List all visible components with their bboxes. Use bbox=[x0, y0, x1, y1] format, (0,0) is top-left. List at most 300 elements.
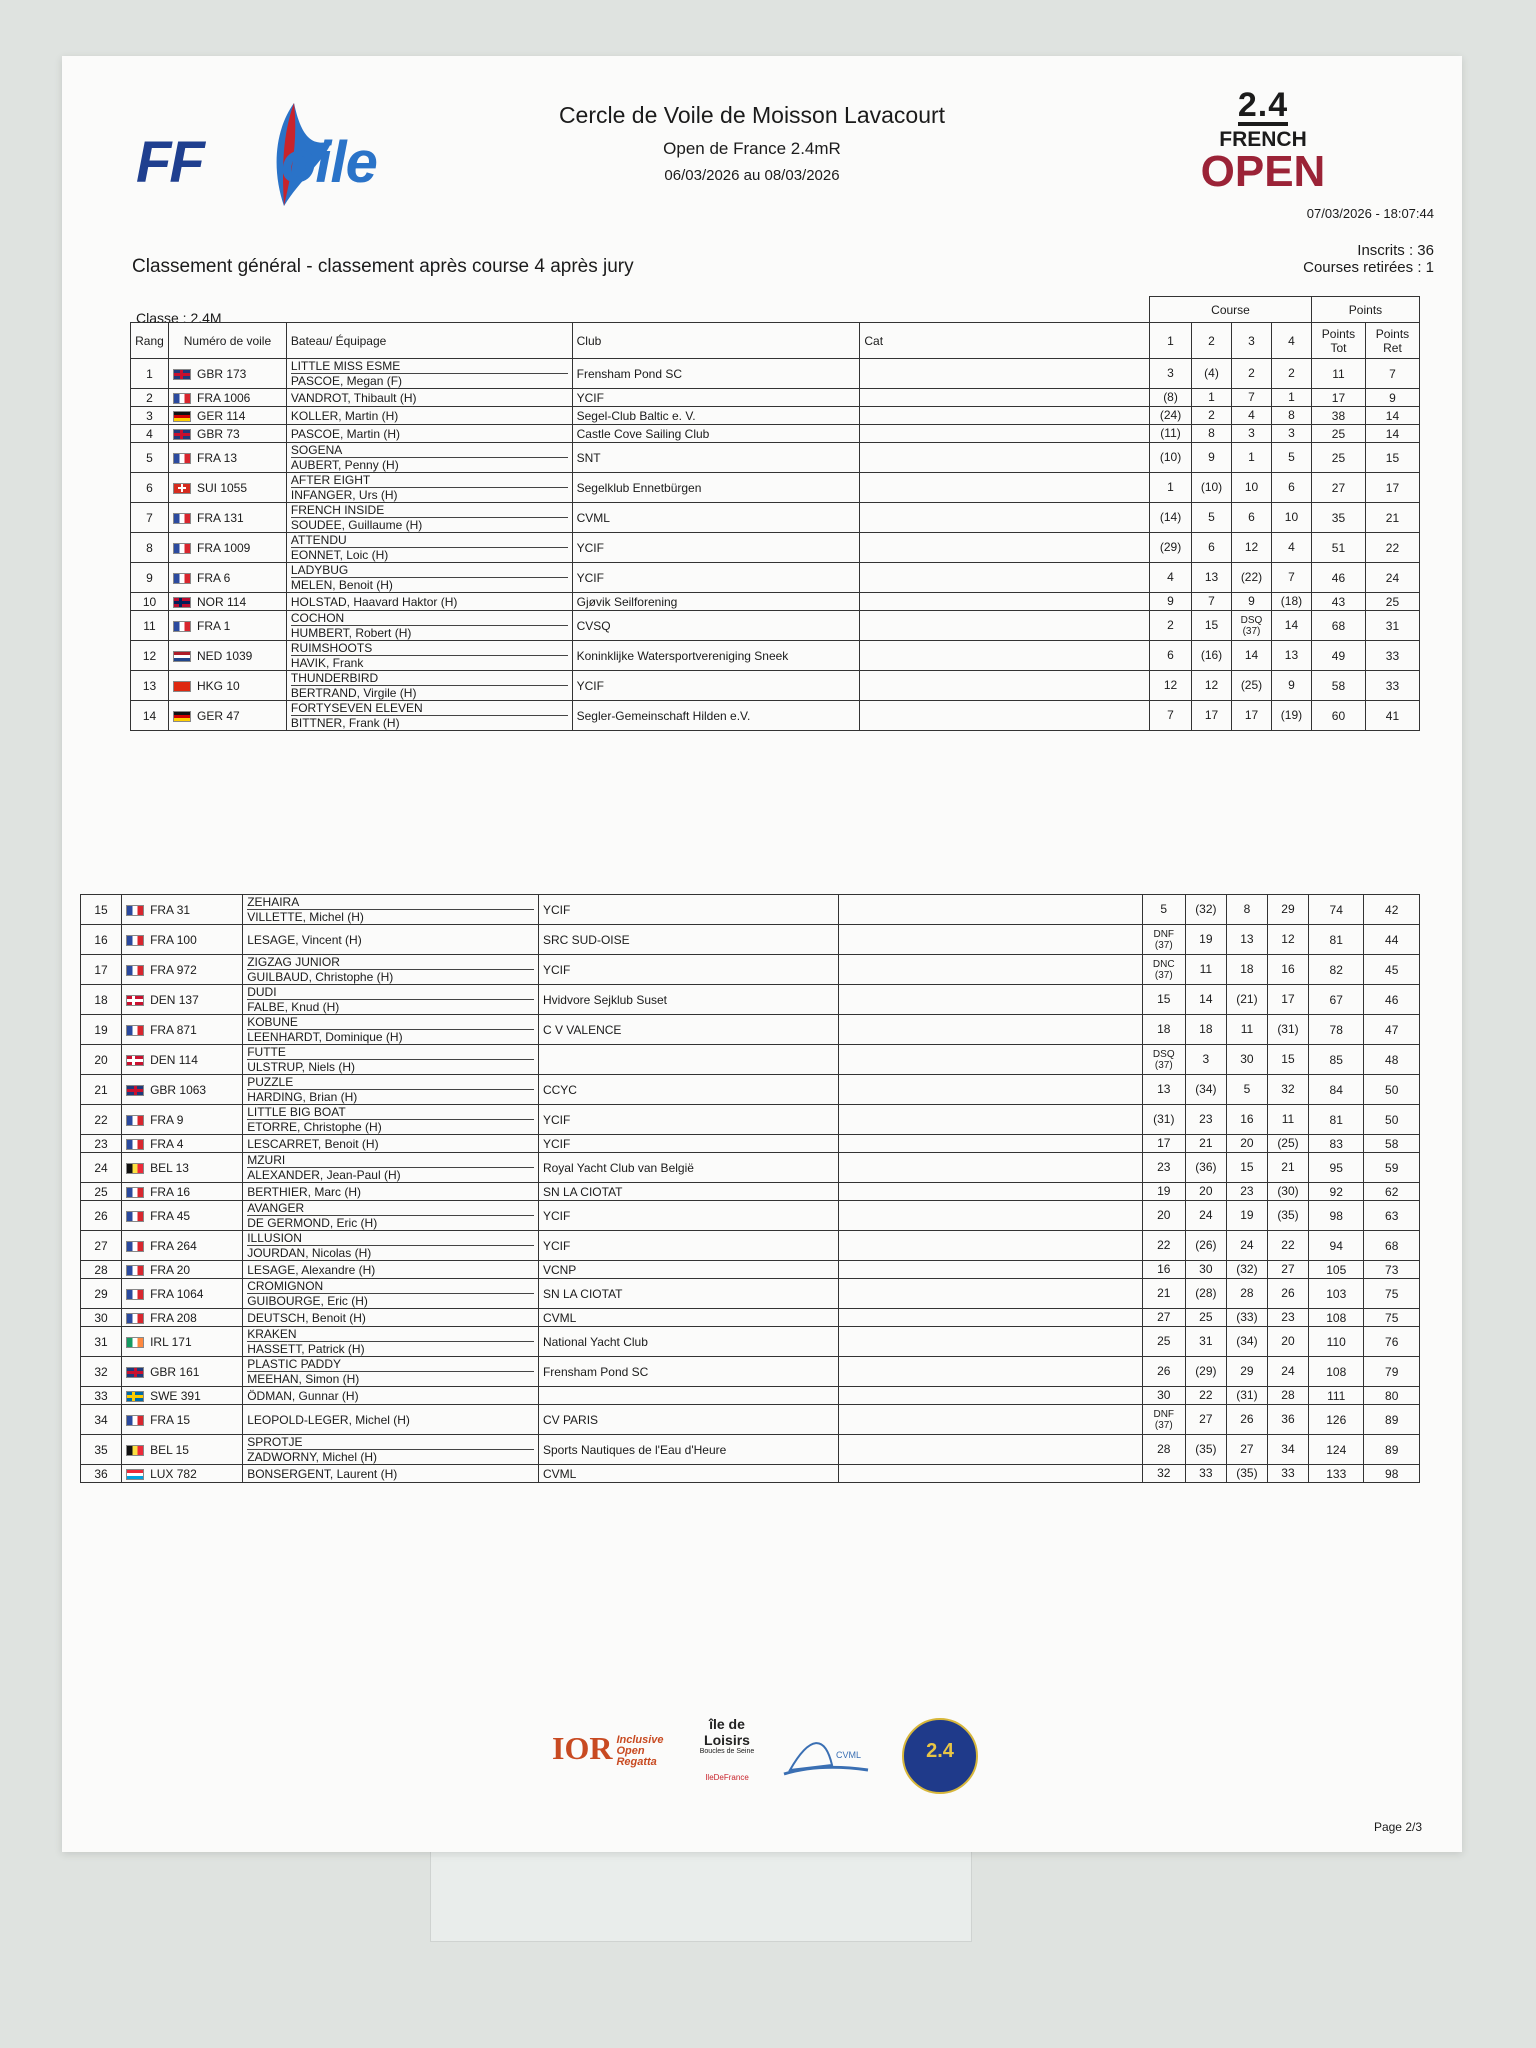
boat-name: LITTLE BIG BOAT bbox=[247, 1105, 534, 1120]
race-2-score: 9 bbox=[1192, 443, 1232, 473]
boat-name: KOBUNE bbox=[247, 1015, 534, 1030]
rank-cell: 13 bbox=[131, 671, 169, 701]
crew-name: SOUDEE, Guillaume (H) bbox=[290, 518, 423, 532]
flag-icon bbox=[126, 1085, 144, 1096]
cat-cell bbox=[860, 671, 1150, 701]
sail-number-cell bbox=[122, 1435, 243, 1465]
table-row bbox=[131, 593, 1420, 611]
cat-cell bbox=[860, 701, 1150, 731]
rank-cell: 8 bbox=[131, 533, 169, 563]
crew-name: FALBE, Knud (H) bbox=[247, 1000, 340, 1014]
table-row bbox=[81, 1201, 1420, 1231]
inscrits-count: Inscrits : 36 bbox=[1357, 242, 1434, 259]
race-2-score: 20 bbox=[1185, 1183, 1226, 1201]
race-4-score: 29 bbox=[1267, 895, 1308, 925]
race-2-score: 15 bbox=[1192, 611, 1232, 641]
flag-icon bbox=[173, 711, 191, 722]
table-row bbox=[81, 1153, 1420, 1183]
boat-crew-cell bbox=[286, 359, 572, 389]
race-1-score: 12 bbox=[1150, 671, 1192, 701]
sail-number: BEL 13 bbox=[150, 1160, 189, 1175]
sail-number-cell bbox=[122, 1405, 243, 1435]
race-4-score: 27 bbox=[1267, 1261, 1308, 1279]
race-2-score: (10) bbox=[1192, 473, 1232, 503]
crew-name: ULSTRUP, Niels (H) bbox=[247, 1060, 356, 1074]
crew-name: VANDROT, Thibault (H) bbox=[290, 390, 417, 405]
points-net-cell: 33 bbox=[1365, 641, 1419, 671]
race-1-score: (14) bbox=[1150, 503, 1192, 533]
cat-cell bbox=[860, 533, 1150, 563]
points-total-cell: 35 bbox=[1311, 503, 1365, 533]
sail-number-cell bbox=[122, 895, 243, 925]
results-sheet bbox=[62, 56, 1462, 1852]
boat-name: ILLUSION bbox=[247, 1231, 534, 1246]
flag-icon bbox=[173, 543, 191, 554]
sail-number-cell bbox=[122, 1357, 243, 1387]
flag-icon bbox=[126, 1025, 144, 1036]
sail-number-cell bbox=[122, 1309, 243, 1327]
rank-cell: 10 bbox=[131, 593, 169, 611]
race-3-score: 15 bbox=[1226, 1153, 1267, 1183]
points-net-cell: 89 bbox=[1364, 1435, 1420, 1465]
club-cell: SRC SUD-OISE bbox=[538, 925, 838, 955]
flag-icon bbox=[126, 1163, 144, 1174]
cat-cell bbox=[838, 1435, 1142, 1465]
crew-name: PASCOE, Martin (H) bbox=[290, 426, 401, 441]
boat-name: AFTER EIGHT bbox=[291, 473, 568, 488]
crew-name: LESCARRET, Benoit (H) bbox=[247, 1136, 379, 1151]
event-name: Open de France 2.4mR bbox=[663, 139, 841, 158]
race-3-score: 14 bbox=[1232, 641, 1272, 671]
flag-icon bbox=[126, 965, 144, 976]
race-3-score: 2 bbox=[1232, 359, 1272, 389]
sail-number: FRA 1064 bbox=[150, 1286, 204, 1301]
race-1-score: 1 bbox=[1150, 473, 1192, 503]
boat-name: LADYBUG bbox=[291, 563, 568, 578]
boat-name: KRAKEN bbox=[247, 1327, 534, 1342]
cvml-logo bbox=[780, 1730, 870, 1780]
sail-number: FRA 31 bbox=[150, 902, 191, 917]
flag-icon bbox=[126, 1241, 144, 1252]
cat-cell bbox=[838, 1309, 1142, 1327]
race-2-score: (32) bbox=[1185, 895, 1226, 925]
rank-cell: 17 bbox=[81, 955, 122, 985]
rank-cell: 31 bbox=[81, 1327, 122, 1357]
boat-name: THUNDERBIRD bbox=[291, 671, 568, 686]
club-cell: SNT bbox=[572, 443, 860, 473]
sail-number: SUI 1055 bbox=[196, 480, 248, 495]
race-4-score: 10 bbox=[1271, 503, 1311, 533]
table-row bbox=[131, 443, 1420, 473]
points-total-cell: 110 bbox=[1309, 1327, 1364, 1357]
race-3-score: 28 bbox=[1226, 1279, 1267, 1309]
race-1-score: 20 bbox=[1142, 1201, 1185, 1231]
club-cell: YCIF bbox=[538, 955, 838, 985]
table-row bbox=[131, 473, 1420, 503]
race-4-score: 36 bbox=[1267, 1405, 1308, 1435]
points-total-cell: 17 bbox=[1311, 389, 1365, 407]
cat-cell bbox=[860, 563, 1150, 593]
flag-icon bbox=[173, 651, 191, 662]
race-1-score: 19 bbox=[1142, 1183, 1185, 1201]
boat-crew-cell bbox=[243, 1183, 539, 1201]
boat-crew-cell bbox=[286, 533, 572, 563]
table-row bbox=[131, 563, 1420, 593]
points-net-cell: 75 bbox=[1364, 1279, 1420, 1309]
race-3-score: 20 bbox=[1226, 1135, 1267, 1153]
sail-number-cell bbox=[168, 701, 286, 731]
crew-name: HOLSTAD, Haavard Haktor (H) bbox=[290, 594, 458, 609]
boat-name: RUIMSHOOTS bbox=[291, 641, 568, 656]
crew-name: BERTHIER, Marc (H) bbox=[247, 1184, 362, 1199]
sail-number: FRA 13 bbox=[196, 450, 238, 465]
crew-name: DEUTSCH, Benoit (H) bbox=[247, 1310, 366, 1325]
crew-name: HASSETT, Patrick (H) bbox=[247, 1342, 365, 1356]
boat-crew-cell bbox=[243, 1135, 539, 1153]
boat-crew-cell bbox=[286, 563, 572, 593]
sail-number-cell bbox=[168, 473, 286, 503]
race-1-score: 27 bbox=[1142, 1309, 1185, 1327]
sail-number: FRA 6 bbox=[196, 570, 231, 585]
cvml-text: CVML bbox=[836, 1750, 862, 1760]
flag-icon bbox=[126, 935, 144, 946]
points-total-cell: 49 bbox=[1311, 641, 1365, 671]
rank-cell: 4 bbox=[131, 425, 169, 443]
flag-icon bbox=[126, 1265, 144, 1276]
boat-crew-cell bbox=[286, 593, 572, 611]
points-total-cell: 27 bbox=[1311, 473, 1365, 503]
points-net-cell: 14 bbox=[1365, 425, 1419, 443]
rank-cell: 7 bbox=[131, 503, 169, 533]
race-4-score: 11 bbox=[1267, 1105, 1308, 1135]
french-open-logo-number: 2.4 bbox=[1237, 86, 1289, 124]
rank-cell: 23 bbox=[81, 1135, 122, 1153]
points-total-cell: 25 bbox=[1311, 425, 1365, 443]
rank-cell: 9 bbox=[131, 563, 169, 593]
sail-number-cell bbox=[122, 955, 243, 985]
points-total-cell: 11 bbox=[1311, 359, 1365, 389]
sail-number-cell bbox=[168, 443, 286, 473]
race-3-score: 27 bbox=[1226, 1435, 1267, 1465]
sail-number-cell bbox=[168, 563, 286, 593]
club-cell: YCIF bbox=[572, 389, 860, 407]
points-total-cell: 51 bbox=[1311, 533, 1365, 563]
race-4-score: 28 bbox=[1267, 1387, 1308, 1405]
cat-cell bbox=[838, 1135, 1142, 1153]
points-net-cell: 31 bbox=[1365, 611, 1419, 641]
crew-name: LESAGE, Alexandre (H) bbox=[247, 1262, 376, 1277]
rank-cell: 15 bbox=[81, 895, 122, 925]
points-total-cell: 78 bbox=[1309, 1015, 1364, 1045]
rank-cell: 18 bbox=[81, 985, 122, 1015]
crew-name: PASCOE, Megan (F) bbox=[290, 374, 403, 388]
results-table-continued bbox=[80, 894, 1420, 1483]
cat-cell bbox=[838, 1075, 1142, 1105]
cat-cell bbox=[860, 443, 1150, 473]
cat-cell bbox=[838, 1231, 1142, 1261]
race-1-score: (24) bbox=[1150, 407, 1192, 425]
ile-de-loisirs-text: île de Loisirs bbox=[704, 1716, 750, 1748]
race-2-score: 23 bbox=[1185, 1105, 1226, 1135]
cat-cell bbox=[838, 1405, 1142, 1435]
rank-cell: 1 bbox=[131, 359, 169, 389]
tape-strip-bottom bbox=[430, 1850, 972, 1942]
col-points-tot: Points Tot bbox=[1311, 323, 1365, 359]
points-total-cell: 58 bbox=[1311, 671, 1365, 701]
club-cell: YCIF bbox=[572, 563, 860, 593]
club-cell: CCYC bbox=[538, 1075, 838, 1105]
flag-icon bbox=[173, 681, 191, 692]
ior-logo-text: IOR bbox=[552, 1730, 613, 1766]
table-row bbox=[81, 1327, 1420, 1357]
race-1-score: 9 bbox=[1150, 593, 1192, 611]
club-cell: Koninklijke Watersportvereniging Sneek bbox=[572, 641, 860, 671]
col-club: Club bbox=[572, 323, 860, 359]
sail-number: FRA 16 bbox=[150, 1184, 191, 1199]
club-cell: Hvidvore Sejklub Suset bbox=[538, 985, 838, 1015]
race-3-score: 3 bbox=[1232, 425, 1272, 443]
race-1-score: 7 bbox=[1150, 701, 1192, 731]
race-1-score: 6 bbox=[1150, 641, 1192, 671]
cat-cell bbox=[860, 473, 1150, 503]
sail-number: FRA 100 bbox=[150, 932, 197, 947]
sail-number-cell bbox=[168, 389, 286, 407]
race-2-score: (16) bbox=[1192, 641, 1232, 671]
boat-crew-cell bbox=[286, 503, 572, 533]
boat-name: FORTYSEVEN ELEVEN bbox=[291, 701, 568, 716]
crew-name: MELEN, Benoit (H) bbox=[290, 578, 393, 592]
race-4-score: 20 bbox=[1267, 1327, 1308, 1357]
rank-cell: 14 bbox=[131, 701, 169, 731]
club-cell: Segelklub Ennetbürgen bbox=[572, 473, 860, 503]
points-total-cell: 74 bbox=[1309, 895, 1364, 925]
flag-icon bbox=[173, 369, 191, 380]
boat-crew-cell bbox=[286, 671, 572, 701]
race-2-score: (4) bbox=[1192, 359, 1232, 389]
cat-cell bbox=[860, 425, 1150, 443]
race-1-score: 18 bbox=[1142, 1015, 1185, 1045]
points-net-cell: 76 bbox=[1364, 1327, 1420, 1357]
sail-number: FRA 871 bbox=[150, 1022, 197, 1037]
col-numero: Numéro de voile bbox=[168, 323, 286, 359]
crew-name: HUMBERT, Robert (H) bbox=[290, 626, 412, 640]
sail-number-cell bbox=[122, 1153, 243, 1183]
class-24-logo-text: 2.4 bbox=[926, 1740, 954, 1762]
race-3-score: (32) bbox=[1226, 1261, 1267, 1279]
race-4-score: 13 bbox=[1271, 641, 1311, 671]
race-2-score: (36) bbox=[1185, 1153, 1226, 1183]
ffvoile-logo-oile: oile bbox=[281, 130, 377, 195]
ranking-title: Classement général - classement après course 4 après jury bbox=[132, 256, 634, 277]
race-1-score: DNF (37) bbox=[1142, 1405, 1185, 1435]
table-row bbox=[131, 407, 1420, 425]
cat-cell bbox=[838, 895, 1142, 925]
club-cell: SN LA CIOTAT bbox=[538, 1279, 838, 1309]
boat-crew-cell bbox=[243, 1405, 539, 1435]
race-1-score: 30 bbox=[1142, 1387, 1185, 1405]
printed-timestamp: 07/03/2026 - 18:07:44 bbox=[1306, 206, 1434, 221]
race-2-score: 21 bbox=[1185, 1135, 1226, 1153]
race-1-score: 13 bbox=[1142, 1075, 1185, 1105]
crew-name: VILLETTE, Michel (H) bbox=[247, 910, 364, 924]
race-4-score: 9 bbox=[1271, 671, 1311, 701]
points-total-cell: 105 bbox=[1309, 1261, 1364, 1279]
points-net-cell: 68 bbox=[1364, 1231, 1420, 1261]
club-cell: Royal Yacht Club van België bbox=[538, 1153, 838, 1183]
french-open-logo-open: OPEN bbox=[1200, 147, 1326, 196]
boat-crew-cell bbox=[243, 1465, 539, 1483]
race-4-score: 26 bbox=[1267, 1279, 1308, 1309]
ile-de-loisirs-logo bbox=[692, 1716, 762, 1782]
points-net-cell: 24 bbox=[1365, 563, 1419, 593]
cat-cell bbox=[838, 1357, 1142, 1387]
table-row bbox=[81, 1261, 1420, 1279]
race-2-score: (34) bbox=[1185, 1075, 1226, 1105]
sail-number: FRA 264 bbox=[150, 1238, 197, 1253]
ior-logo bbox=[552, 1730, 674, 1768]
flag-icon bbox=[173, 411, 191, 422]
race-3-score: 19 bbox=[1226, 1201, 1267, 1231]
flag-icon bbox=[126, 1055, 144, 1066]
crew-name: HARDING, Brian (H) bbox=[247, 1090, 358, 1104]
race-1-score: DNF (37) bbox=[1142, 925, 1185, 955]
boat-crew-cell bbox=[286, 443, 572, 473]
col-rang: Rang bbox=[131, 323, 169, 359]
page-number: Page 2/3 bbox=[1373, 1820, 1422, 1834]
sail-number: FRA 9 bbox=[150, 1112, 184, 1127]
boat-name: AVANGER bbox=[247, 1201, 534, 1216]
col-points-ret: Points Ret bbox=[1365, 323, 1419, 359]
sail-number-cell bbox=[168, 533, 286, 563]
points-net-cell: 98 bbox=[1364, 1465, 1420, 1483]
crew-name: LEOPOLD-LEGER, Michel (H) bbox=[247, 1412, 410, 1427]
cat-cell bbox=[838, 925, 1142, 955]
table-row bbox=[131, 503, 1420, 533]
flag-icon bbox=[126, 1445, 144, 1456]
club-cell: C V VALENCE bbox=[538, 1015, 838, 1045]
flag-icon bbox=[126, 1313, 144, 1324]
race-1-score: (8) bbox=[1150, 389, 1192, 407]
points-total-cell: 85 bbox=[1309, 1045, 1364, 1075]
table-row bbox=[81, 1405, 1420, 1435]
race-2-score: 24 bbox=[1185, 1201, 1226, 1231]
cat-cell bbox=[860, 407, 1150, 425]
race-1-score: 26 bbox=[1142, 1357, 1185, 1387]
results-body-bottom bbox=[81, 895, 1420, 1483]
cat-cell bbox=[838, 1465, 1142, 1483]
points-net-cell: 7 bbox=[1365, 359, 1419, 389]
points-net-cell: 22 bbox=[1365, 533, 1419, 563]
rank-cell: 32 bbox=[81, 1357, 122, 1387]
boat-crew-cell bbox=[243, 1261, 539, 1279]
sail-number-cell bbox=[168, 671, 286, 701]
sail-number: GBR 161 bbox=[150, 1364, 200, 1379]
sponsor-logos bbox=[552, 1716, 1002, 1796]
points-total-cell: 108 bbox=[1309, 1309, 1364, 1327]
table-row bbox=[81, 925, 1420, 955]
boat-name: LITTLE MISS ESME bbox=[291, 359, 568, 374]
points-net-cell: 41 bbox=[1365, 701, 1419, 731]
race-3-score: 30 bbox=[1226, 1045, 1267, 1075]
crew-name: INFANGER, Urs (H) bbox=[290, 488, 398, 502]
race-4-score: 6 bbox=[1271, 473, 1311, 503]
sail-number: FRA 972 bbox=[150, 962, 197, 977]
table-row bbox=[81, 1279, 1420, 1309]
boat-name: FRENCH INSIDE bbox=[291, 503, 568, 518]
sail-number: DEN 137 bbox=[150, 992, 199, 1007]
race-1-score: 32 bbox=[1142, 1465, 1185, 1483]
boat-name: SPROTJE bbox=[247, 1435, 534, 1450]
race-3-score: 26 bbox=[1226, 1405, 1267, 1435]
points-net-cell: 58 bbox=[1364, 1135, 1420, 1153]
flag-icon bbox=[126, 1415, 144, 1426]
rank-cell: 12 bbox=[131, 641, 169, 671]
club-cell: YCIF bbox=[538, 1201, 838, 1231]
race-4-score: (25) bbox=[1267, 1135, 1308, 1153]
crew-name: GUIBOURGE, Eric (H) bbox=[247, 1294, 368, 1308]
crew-name: EONNET, Loic (H) bbox=[290, 548, 389, 562]
sail-number: FRA 4 bbox=[150, 1136, 184, 1151]
club-cell bbox=[538, 1045, 838, 1075]
race-4-score: (19) bbox=[1271, 701, 1311, 731]
boat-name: ATTENDU bbox=[291, 533, 568, 548]
race-3-score: 10 bbox=[1232, 473, 1272, 503]
boat-name: PLASTIC PADDY bbox=[247, 1357, 534, 1372]
rank-cell: 36 bbox=[81, 1465, 122, 1483]
rank-cell: 3 bbox=[131, 407, 169, 425]
event-dates: 06/03/2026 au 08/03/2026 bbox=[664, 167, 840, 184]
race-1-score: 22 bbox=[1142, 1231, 1185, 1261]
points-net-cell: 17 bbox=[1365, 473, 1419, 503]
sail-number: FRA 45 bbox=[150, 1208, 191, 1223]
table-row bbox=[81, 1045, 1420, 1075]
table-row bbox=[131, 389, 1420, 407]
race-4-score: 21 bbox=[1267, 1153, 1308, 1183]
race-2-score: 18 bbox=[1185, 1015, 1226, 1045]
race-3-score: (33) bbox=[1226, 1309, 1267, 1327]
crew-name: MEEHAN, Simon (H) bbox=[247, 1372, 360, 1386]
cat-cell bbox=[860, 593, 1150, 611]
table-row bbox=[81, 955, 1420, 985]
race-3-score: (31) bbox=[1226, 1387, 1267, 1405]
race-3-score: 23 bbox=[1226, 1183, 1267, 1201]
club-cell: National Yacht Club bbox=[538, 1327, 838, 1357]
boat-name: DUDI bbox=[247, 985, 534, 1000]
race-3-score: 13 bbox=[1226, 925, 1267, 955]
points-net-cell: 50 bbox=[1364, 1105, 1420, 1135]
race-1-score: (10) bbox=[1150, 443, 1192, 473]
race-2-score: 33 bbox=[1185, 1465, 1226, 1483]
cat-cell bbox=[838, 1327, 1142, 1357]
crew-name: HAVIK, Frank bbox=[290, 656, 364, 670]
race-3-score: DSQ (37) bbox=[1232, 611, 1272, 641]
race-2-score: 14 bbox=[1185, 985, 1226, 1015]
table-row bbox=[81, 1231, 1420, 1261]
race-3-score: 6 bbox=[1232, 503, 1272, 533]
col-race-2: 2 bbox=[1192, 323, 1232, 359]
race-1-score: 15 bbox=[1142, 985, 1185, 1015]
points-net-cell: 15 bbox=[1365, 443, 1419, 473]
col-race-1: 1 bbox=[1150, 323, 1192, 359]
club-cell: YCIF bbox=[538, 1105, 838, 1135]
race-3-score: 7 bbox=[1232, 389, 1272, 407]
race-1-score: 3 bbox=[1150, 359, 1192, 389]
boat-crew-cell bbox=[286, 701, 572, 731]
race-4-score: 17 bbox=[1267, 985, 1308, 1015]
club-cell: VCNP bbox=[538, 1261, 838, 1279]
rank-cell: 5 bbox=[131, 443, 169, 473]
race-3-score: 9 bbox=[1232, 593, 1272, 611]
